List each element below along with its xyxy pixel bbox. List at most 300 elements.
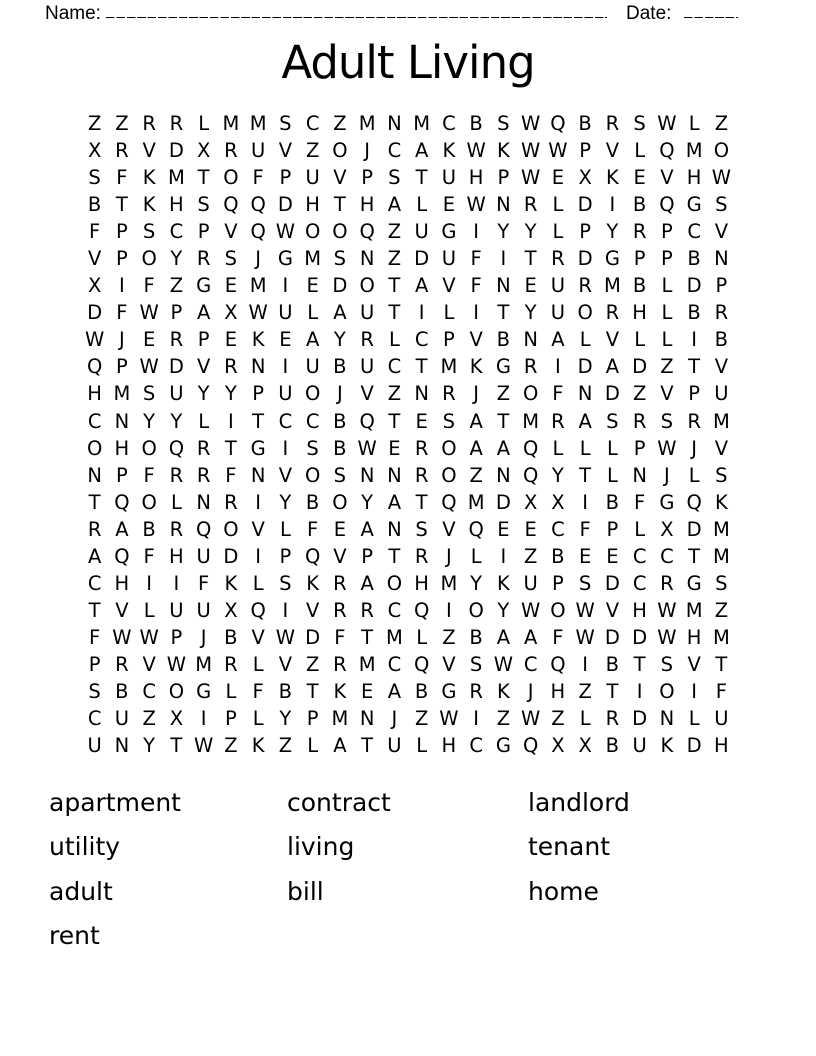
grid-letter: U <box>714 382 729 406</box>
grid-letter: V <box>442 517 456 541</box>
grid-letter: O <box>468 598 484 622</box>
grid-letter: Q <box>522 463 539 487</box>
grid-letter: R <box>169 112 184 136</box>
grid-letter: I <box>500 247 507 271</box>
grid-letter: L <box>170 490 182 514</box>
grid-letter: R <box>224 139 238 163</box>
grid-letter: L <box>606 463 618 487</box>
grid-letter: S <box>224 247 238 271</box>
grid-letter: K <box>224 571 238 595</box>
grid-letter: V <box>360 382 374 406</box>
grid-letter: W <box>439 707 459 731</box>
grid-letter: Q <box>223 193 239 217</box>
grid-letter: D <box>604 625 620 649</box>
grid-letter: W <box>520 598 541 622</box>
grid-letter: U <box>196 598 211 622</box>
grid-letter: L <box>661 274 673 298</box>
grid-letter: G <box>495 734 511 758</box>
grid-letter: M <box>331 707 349 731</box>
grid-letter: K <box>605 166 619 190</box>
name-blank-line <box>106 4 607 18</box>
grid-letter: B <box>333 409 347 433</box>
grid-letter: J <box>473 382 479 406</box>
grid-letter: B <box>469 112 483 136</box>
grid-letter: J <box>527 680 534 703</box>
grid-letter: B <box>333 355 347 379</box>
grid-letter: W <box>248 301 268 325</box>
grid-letter: W <box>84 328 105 352</box>
grid-letter: C <box>660 544 674 568</box>
grid-letter: R <box>224 652 238 676</box>
grid-letter: X <box>224 301 238 325</box>
grid-letter: O <box>713 139 730 163</box>
grid-letter: C <box>87 571 102 595</box>
grid-letter: G <box>495 355 511 379</box>
grid-letter: P <box>170 301 183 325</box>
grid-letter: P <box>442 328 455 352</box>
grid-letter: I <box>609 193 616 217</box>
grid-letter: V <box>714 355 729 379</box>
grid-letter: V <box>142 139 156 163</box>
grid-letter: R <box>469 680 483 703</box>
grid-letter: M <box>712 625 730 649</box>
grid-letter: T <box>388 409 401 433</box>
grid-letter: W <box>166 652 187 676</box>
puzzle-title: Adult Living <box>281 36 535 89</box>
word-item: adult <box>49 876 113 906</box>
grid-letter: L <box>688 707 700 731</box>
grid-letter: Y <box>143 734 156 758</box>
grid-letter: N <box>577 382 593 406</box>
grid-letter: C <box>305 409 320 433</box>
grid-letter: Y <box>197 382 210 406</box>
grid-letter: V <box>224 220 238 244</box>
grid-letter: M <box>712 409 730 433</box>
grid-letter: O <box>441 463 457 487</box>
grid-letter: R <box>142 112 156 136</box>
grid-letter: F <box>116 301 128 325</box>
grid-letter: H <box>359 193 375 217</box>
grid-letter: J <box>663 463 670 487</box>
grid-letter: K <box>142 193 156 217</box>
grid-letter: O <box>141 247 157 271</box>
grid-letter: H <box>169 544 184 568</box>
grid-letter: H <box>686 625 702 649</box>
grid-letter: V <box>687 652 701 676</box>
grid-letter: D <box>577 193 593 217</box>
word-item: contract <box>287 787 391 817</box>
grid-letter: I <box>200 707 207 731</box>
grid-letter: Q <box>468 517 484 541</box>
grid-letter: R <box>115 139 129 163</box>
grid-letter: S <box>279 112 292 136</box>
grid-letter: P <box>579 220 591 244</box>
grid-letter: A <box>523 625 538 649</box>
grid-letter: E <box>333 517 347 541</box>
grid-letter: V <box>469 328 483 352</box>
grid-letter: B <box>87 193 102 217</box>
grid-letter: I <box>554 355 561 379</box>
grid-letter: A <box>469 436 483 460</box>
grid-letter: Z <box>442 625 456 649</box>
grid-letter: X <box>224 598 238 622</box>
grid-letter: Q <box>250 193 266 217</box>
grid-letter: D <box>632 355 648 379</box>
grid-letter: O <box>332 139 348 163</box>
grid-letter: O <box>332 220 348 244</box>
grid-letter: L <box>416 734 428 758</box>
grid-letter: R <box>414 544 429 568</box>
grid-letter: V <box>442 274 456 298</box>
grid-letter: Z <box>387 382 402 406</box>
grid-letter: Q <box>114 544 130 568</box>
grid-letter: V <box>333 544 347 568</box>
grid-letter: N <box>114 734 130 758</box>
grid-letter: O <box>304 382 321 406</box>
grid-letter: Z <box>87 112 102 136</box>
grid-letter: P <box>170 625 183 649</box>
grid-letter: S <box>415 517 428 541</box>
grid-letter: X <box>551 490 565 514</box>
grid-letter: S <box>197 193 210 217</box>
grid-letter: A <box>496 625 511 649</box>
grid-letter: P <box>224 707 237 731</box>
grid-letter: H <box>305 193 320 217</box>
grid-letter: V <box>333 166 347 190</box>
grid-letter: V <box>305 598 320 622</box>
grid-letter: C <box>278 409 293 433</box>
grid-letter: B <box>115 680 129 703</box>
grid-letter: Q <box>86 355 103 379</box>
grid-letter: N <box>196 490 211 514</box>
grid-letter: G <box>441 220 457 244</box>
grid-letter: O <box>577 301 593 325</box>
grid-letter: E <box>306 274 319 298</box>
grid-letter: T <box>388 274 401 298</box>
grid-letter: J <box>255 247 261 271</box>
grid-letter: Y <box>143 409 156 433</box>
grid-letter: F <box>470 274 482 298</box>
grid-letter: D <box>604 382 620 406</box>
word-item: living <box>287 832 355 862</box>
grid-letter: I <box>282 598 289 622</box>
grid-letter: Q <box>304 544 321 568</box>
grid-letter: D <box>332 274 348 298</box>
grid-letter: V <box>605 598 620 622</box>
grid-letter: S <box>715 571 728 595</box>
grid-letter: U <box>550 301 566 325</box>
grid-letter: A <box>115 517 129 541</box>
grid-letter: M <box>249 112 267 136</box>
grid-letter: I <box>227 409 234 433</box>
grid-letter: I <box>582 490 588 514</box>
grid-letter: Q <box>686 490 702 514</box>
grid-letter: X <box>551 734 565 758</box>
grid-letter: B <box>605 734 620 758</box>
grid-letter: Z <box>414 707 429 731</box>
grid-letter: O <box>359 274 375 298</box>
grid-letter: E <box>360 680 374 703</box>
grid-letter: F <box>198 571 210 595</box>
grid-letter: D <box>223 544 239 568</box>
grid-letter: J <box>445 544 452 568</box>
grid-letter: S <box>88 680 101 703</box>
grid-letter: R <box>169 328 184 352</box>
grid-letter: W <box>275 220 296 244</box>
grid-letter: U <box>414 220 429 244</box>
grid-letter: E <box>224 328 238 352</box>
grid-letter: F <box>470 247 482 271</box>
grid-letter: L <box>388 328 400 352</box>
grid-letter: Z <box>142 707 156 731</box>
grid-letter: S <box>88 166 101 190</box>
grid-letter: N <box>359 247 375 271</box>
grid-letter: M <box>358 112 376 136</box>
grid-letter: C <box>687 220 701 244</box>
grid-letter: D <box>495 490 511 514</box>
grid-letter: L <box>307 734 319 758</box>
grid-letter: Q <box>522 436 539 460</box>
grid-letter: Z <box>278 734 293 758</box>
grid-letter: P <box>688 382 700 406</box>
grid-letter: N <box>387 517 402 541</box>
grid-letter: I <box>255 490 261 514</box>
grid-letter: M <box>440 355 458 379</box>
grid-letter: V <box>714 220 729 244</box>
grid-letter: B <box>605 490 620 514</box>
grid-letter: I <box>282 355 289 379</box>
grid-letter: E <box>388 436 401 460</box>
grid-letter: D <box>305 625 321 649</box>
grid-letter: F <box>252 166 264 190</box>
grid-letter: Y <box>470 571 483 595</box>
grid-letter: S <box>578 571 592 595</box>
grid-letter: W <box>466 139 486 163</box>
grid-letter: F <box>143 463 155 487</box>
grid-letter: W <box>520 707 541 731</box>
grid-letter: G <box>441 680 457 703</box>
word-item: home <box>528 876 599 906</box>
grid-letter: U <box>305 355 320 379</box>
grid-letter: L <box>443 301 455 325</box>
grid-letter: Z <box>387 247 402 271</box>
grid-letter: I <box>282 436 289 460</box>
grid-letter: V <box>251 625 265 649</box>
grid-letter: L <box>661 328 673 352</box>
grid-letter: B <box>632 193 647 217</box>
grid-letter: P <box>551 571 564 595</box>
grid-letter: Z <box>632 382 647 406</box>
grid-letter: N <box>387 463 402 487</box>
grid-letter: D <box>168 139 184 163</box>
grid-letter: V <box>87 247 102 271</box>
grid-letter: E <box>633 166 646 190</box>
grid-letter: L <box>552 193 564 217</box>
grid-letter: V <box>142 652 156 676</box>
grid-letter: R <box>605 301 620 325</box>
grid-letter: P <box>88 652 101 676</box>
grid-letter: T <box>715 652 728 676</box>
grid-letter: W <box>548 139 568 163</box>
grid-letter: P <box>115 247 128 271</box>
grid-letter: I <box>445 598 452 622</box>
grid-letter: K <box>496 680 510 703</box>
grid-letter: U <box>632 734 647 758</box>
grid-letter: B <box>714 328 729 352</box>
grid-letter: M <box>603 274 621 298</box>
grid-letter: F <box>552 382 564 406</box>
grid-letter: B <box>687 247 701 271</box>
grid-letter: L <box>416 625 428 649</box>
grid-letter: Z <box>714 598 729 622</box>
grid-letter: X <box>660 517 674 541</box>
grid-letter: E <box>497 517 510 541</box>
grid-letter: J <box>118 328 125 352</box>
grid-letter: T <box>633 652 646 676</box>
grid-letter: D <box>632 707 648 731</box>
grid-letter: N <box>87 463 102 487</box>
grid-letter: P <box>115 355 128 379</box>
grid-letter: J <box>391 707 398 731</box>
grid-letter: J <box>364 139 370 163</box>
grid-letter: C <box>469 734 483 758</box>
grid-letter: W <box>657 625 677 649</box>
grid-letter: S <box>333 247 347 271</box>
grid-letter: L <box>198 112 210 136</box>
name-label: Name: <box>45 3 101 24</box>
grid-letter: Q <box>550 652 566 676</box>
grid-letter: Z <box>469 463 483 487</box>
grid-letter: W <box>357 436 377 460</box>
grid-letter: M <box>440 571 458 595</box>
grid-letter: W <box>139 301 159 325</box>
grid-letter: B <box>305 490 320 514</box>
grid-letter: E <box>224 274 238 298</box>
grid-letter: V <box>115 598 129 622</box>
word-item: bill <box>287 876 324 906</box>
grid-letter: T <box>388 544 401 568</box>
word-item: tenant <box>528 832 610 862</box>
grid-letter: G <box>659 490 675 514</box>
grid-letter: S <box>606 409 619 433</box>
grid-letter: R <box>196 247 211 271</box>
grid-letter: U <box>441 247 457 271</box>
grid-letter: W <box>466 193 486 217</box>
grid-letter: M <box>685 598 703 622</box>
grid-letter: Z <box>305 652 320 676</box>
grid-letter: H <box>686 166 702 190</box>
grid-letter: X <box>523 490 538 514</box>
grid-letter: R <box>578 274 592 298</box>
grid-letter: M <box>385 625 403 649</box>
grid-letter: W <box>493 652 514 676</box>
grid-letter: R <box>523 193 538 217</box>
grid-letter: I <box>418 301 425 325</box>
grid-letter: U <box>250 139 266 163</box>
grid-letter: W <box>575 625 595 649</box>
grid-letter: M <box>712 517 730 541</box>
grid-letter: I <box>691 328 697 352</box>
grid-letter: B <box>578 112 592 136</box>
grid-letter: G <box>686 193 702 217</box>
grid-letter: N <box>250 355 266 379</box>
grid-letter: U <box>278 301 293 325</box>
grid-letter: A <box>196 301 211 325</box>
grid-letter: M <box>712 544 730 568</box>
grid-letter: C <box>169 220 184 244</box>
grid-letter: N <box>359 463 375 487</box>
grid-letter: V <box>251 517 265 541</box>
grid-letter: Q <box>168 436 185 460</box>
grid-letter: N <box>714 247 729 271</box>
grid-letter: A <box>333 301 347 325</box>
word-list-column <box>49 780 181 958</box>
grid-letter: P <box>279 166 292 190</box>
grid-letter: W <box>139 355 159 379</box>
grid-letter: F <box>634 490 646 514</box>
grid-letter: I <box>473 220 479 244</box>
grid-letter: U <box>169 598 184 622</box>
grid-letter: R <box>632 409 647 433</box>
grid-letter: S <box>306 436 319 460</box>
grid-letter: I <box>582 652 588 676</box>
grid-letter: F <box>143 274 155 298</box>
grid-letter: P <box>606 517 619 541</box>
grid-letter: K <box>251 734 265 758</box>
grid-letter: P <box>115 463 128 487</box>
grid-letter: D <box>87 301 103 325</box>
grid-letter: R <box>605 707 620 731</box>
grid-letter: L <box>225 680 237 703</box>
grid-letter: H <box>87 382 102 406</box>
grid-letter: G <box>250 436 266 460</box>
grid-letter: A <box>87 544 102 568</box>
grid-letter: C <box>551 517 565 541</box>
grid-letter: G <box>604 247 620 271</box>
grid-letter: X <box>196 139 211 163</box>
grid-letter: F <box>552 625 564 649</box>
grid-letter: D <box>686 517 702 541</box>
grid-letter: L <box>661 301 673 325</box>
grid-letter: N <box>359 707 375 731</box>
grid-letter: B <box>469 625 483 649</box>
word-item: landlord <box>528 787 630 817</box>
grid-letter: S <box>279 571 292 595</box>
grid-letter: W <box>520 139 541 163</box>
grid-letter: R <box>632 220 647 244</box>
grid-letter: S <box>469 652 483 676</box>
grid-letter: M <box>522 409 540 433</box>
grid-letter: P <box>633 436 646 460</box>
grid-letter: C <box>442 112 456 136</box>
grid-letter: D <box>632 625 648 649</box>
grid-letter: U <box>714 707 729 731</box>
grid-letter: A <box>305 328 320 352</box>
grid-letter: M <box>413 112 431 136</box>
grid-letter: K <box>496 571 510 595</box>
grid-letter: P <box>115 220 128 244</box>
grid-letter: T <box>497 301 510 325</box>
grid-letter: R <box>442 382 456 406</box>
grid-letter: K <box>142 166 156 190</box>
grid-letter: L <box>198 409 210 433</box>
grid-letter: P <box>579 139 591 163</box>
grid-letter: O <box>223 166 239 190</box>
grid-letter: T <box>415 355 428 379</box>
grid-letter: Y <box>551 463 564 487</box>
grid-letter: L <box>579 328 591 352</box>
word-item: apartment <box>49 787 181 817</box>
